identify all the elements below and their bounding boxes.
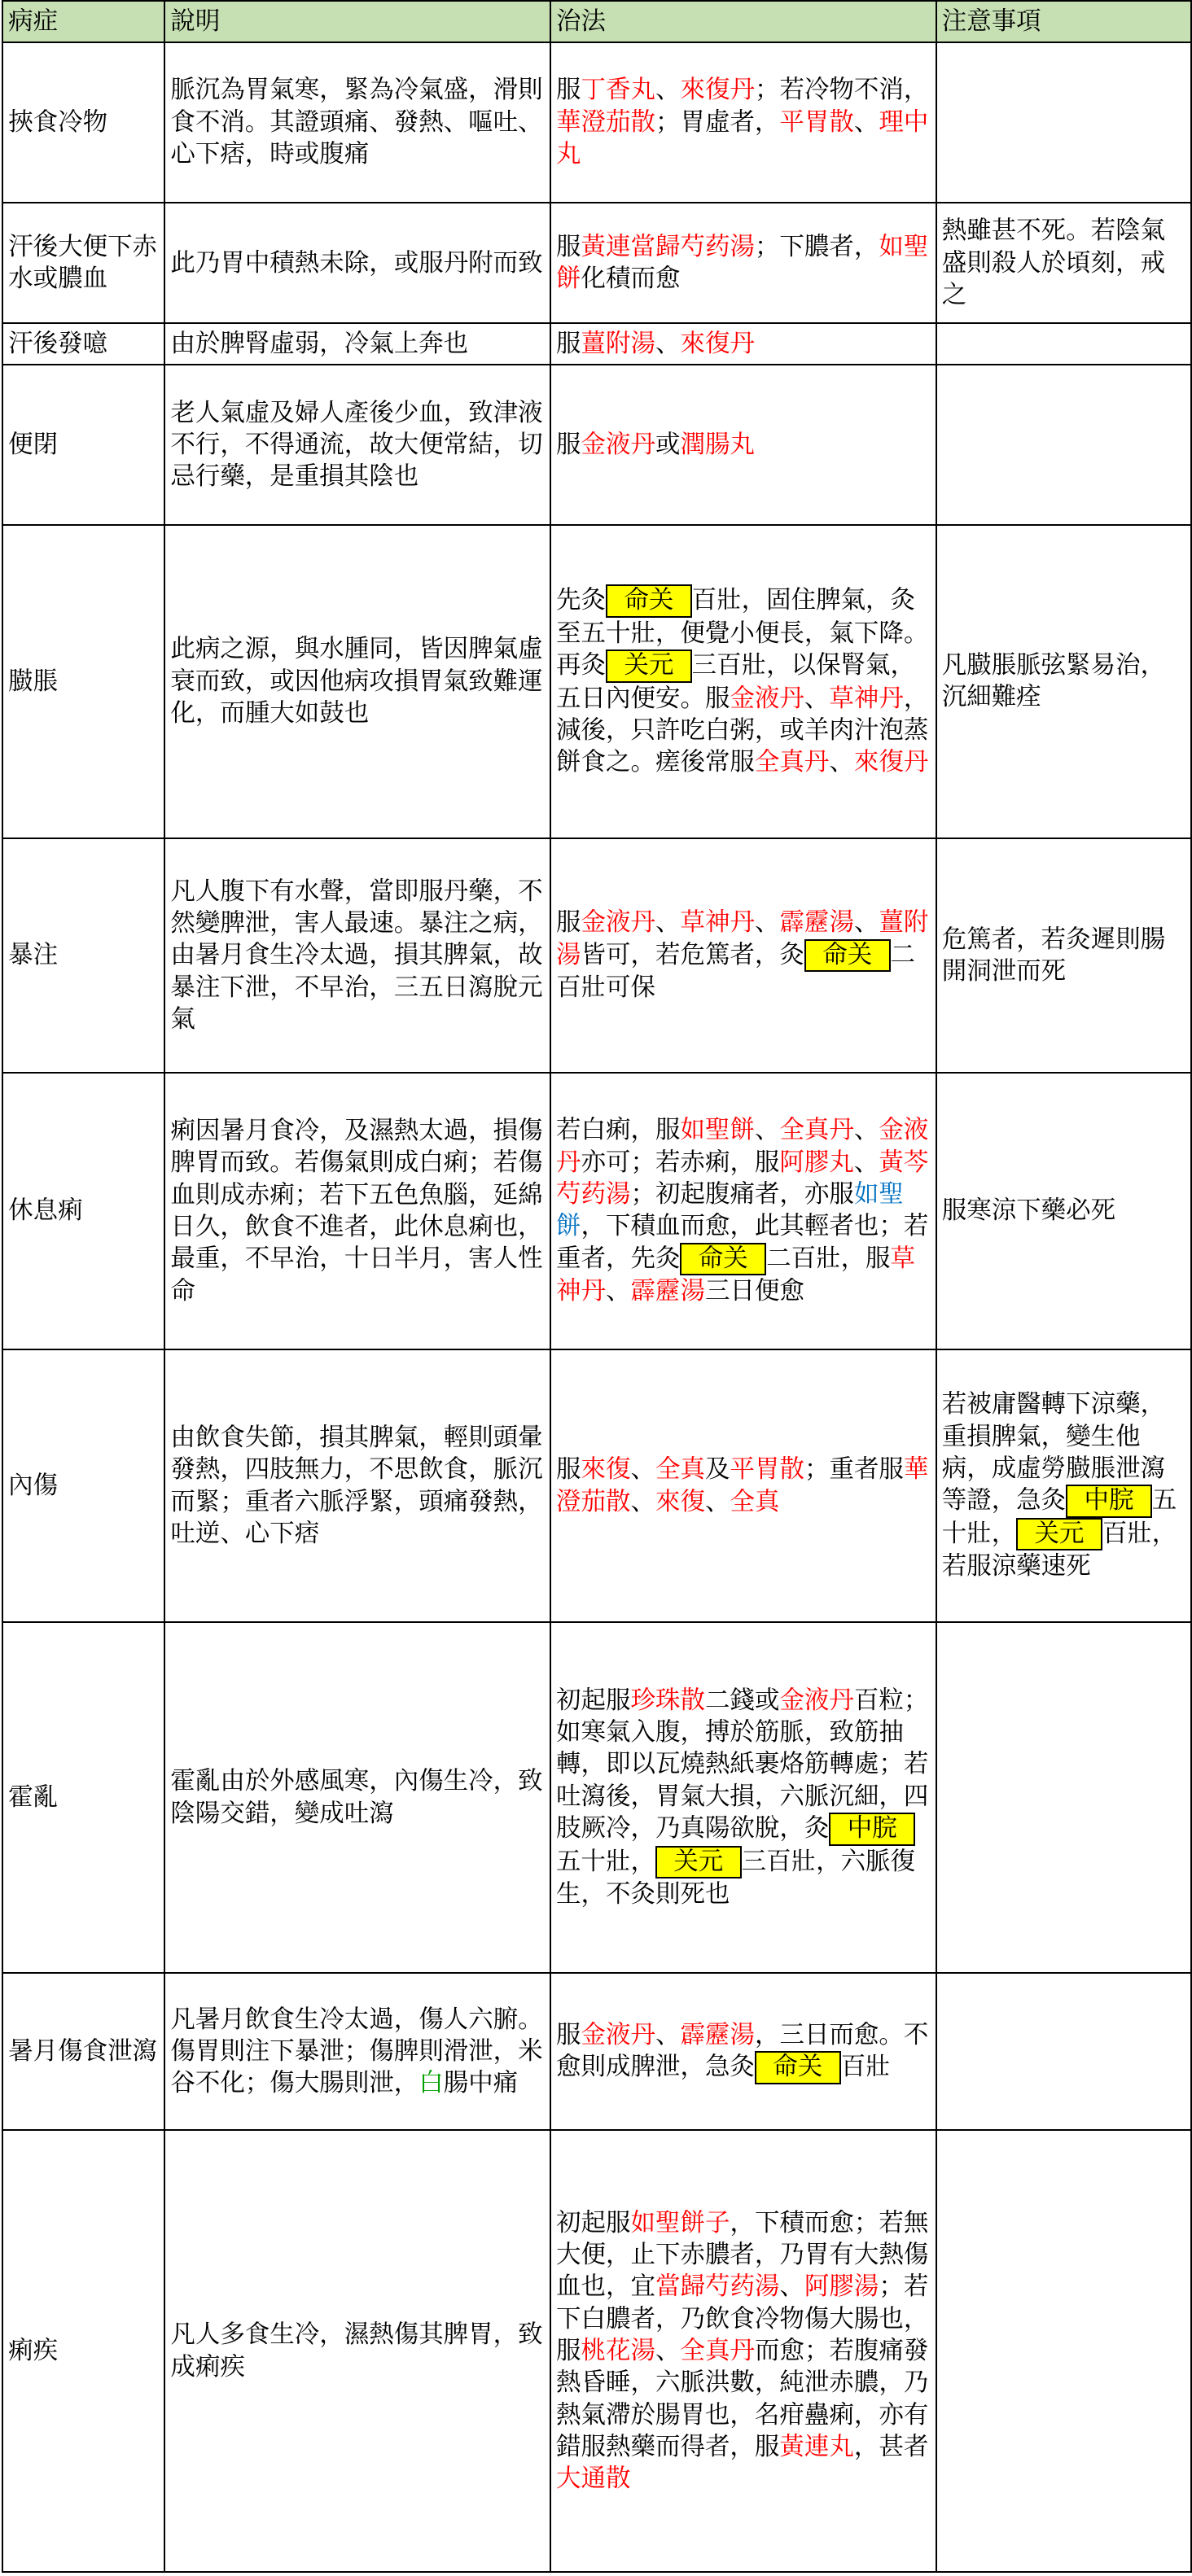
disease-cell: 霍亂 [2, 1622, 164, 1973]
text-segment: 、 [779, 2272, 804, 2302]
text-segment: 服 [556, 330, 581, 359]
remedy-name: 丁香丸 [581, 76, 655, 105]
remedy-name: 金液丹 [556, 1116, 929, 1177]
remedy-name: 全真 [655, 1455, 705, 1485]
text-segment: 三日便愈 [704, 1277, 804, 1306]
remedy-name: 金液丹 [581, 908, 655, 938]
text-segment: 二百壯，服 [766, 1244, 891, 1273]
remedy-name: 金液丹 [779, 1686, 854, 1715]
text-segment: 或 [655, 431, 681, 460]
table-row [2, 1973, 1191, 2130]
text-segment: 、 [655, 908, 681, 938]
text-segment: 初起服 [556, 2208, 631, 2237]
remedy-name: 華澄茄散 [556, 107, 655, 137]
text-segment: 凡暑月飲食生冷太過，傷人六腑。傷胃則注下暴泄；傷脾則滑泄，米谷不化；傷大腸則泄， [170, 2005, 543, 2098]
notes-cell [936, 365, 1191, 525]
remedy-name: 如聖餅子 [630, 2208, 730, 2237]
remedy-name: 黃連當歸芍药湯 [581, 232, 755, 261]
treatment-cell [550, 525, 936, 838]
remedy-name: 金液丹 [581, 431, 655, 460]
text-segment: 二百壯可保 [556, 940, 916, 1003]
table-row [2, 365, 1191, 525]
table-row [2, 2130, 1191, 2572]
text-segment: 及 [705, 1455, 730, 1485]
text-segment: 百粒；如寒氣入腹，搏於筋脈，致筋抽轉，即以瓦燒熱紙裹烙筋轉處；若吐瀉後，胃氣大損，六脈沉細，四肢厥冷，乃真陽欲脫，灸 [556, 1686, 929, 1843]
description-cell: 脈沉為胃氣寒，緊為冷氣盛，滑則食不消。其證頭痛、發熱、嘔吐、心下痞，時或腹痛 [164, 42, 550, 203]
table-row [2, 838, 1191, 1074]
remedy-name: 薑附湯 [581, 330, 655, 359]
notes-cell [936, 1622, 1191, 1973]
text-segment: ，減後，只許吃白粥，或羊肉汁泡蒸餅食之。瘥後常服 [556, 684, 929, 777]
disease-cell: 休息痢 [2, 1073, 164, 1349]
text-segment: 、 [853, 1116, 879, 1145]
text-segment: 、 [754, 1116, 780, 1145]
treatment-cell [550, 2130, 936, 2572]
text-segment: 、 [606, 1277, 631, 1306]
remedy-name: 來復丹 [680, 330, 755, 359]
remedy-name: 全真 [730, 1487, 780, 1516]
table-row [2, 525, 1191, 838]
text-segment: ，下積血而愈，此其輕者也；若重者，先灸 [556, 1212, 929, 1273]
header-disease: 病症 [2, 1, 164, 42]
text-segment: 服 [556, 431, 581, 460]
remedy-name: 來復丹 [680, 76, 755, 105]
treatment-cell [550, 838, 936, 1074]
table-row [2, 1349, 1191, 1622]
disease-cell: 汗後發噫 [2, 323, 164, 365]
text-segment: ；初起腹痛者，亦服 [630, 1180, 854, 1209]
disease-cell: 汗後大便下赤水或膿血 [2, 203, 164, 323]
description-cell: 由於脾腎虛弱，冷氣上奔也 [164, 323, 550, 365]
remedy-name: 霹靂湯 [630, 1277, 705, 1306]
acupoint-badge: 中脘 [829, 1813, 915, 1846]
description-cell: 此乃胃中積熱未除，或服丹附而致 [164, 203, 550, 323]
treatment-cell [550, 203, 936, 323]
remedy-name: 阿膠湯 [804, 2272, 879, 2302]
remedy-name: 草神丹 [680, 908, 755, 938]
table-row [2, 323, 1191, 365]
remedy-name: 來復 [655, 1487, 705, 1516]
remedy-name: 霹靂湯 [779, 908, 854, 938]
acupoint-badge: 关元 [1016, 1518, 1102, 1551]
text-segment: 亦可；若赤痢，服 [581, 1148, 780, 1177]
text-segment: 二錢或 [704, 1686, 780, 1715]
remedy-name: 平胃散 [730, 1455, 804, 1485]
notes-cell [936, 323, 1191, 365]
remedy-name: 來復丹 [853, 748, 929, 777]
text-segment: 、 [630, 1487, 655, 1516]
text-segment: 先灸 [556, 586, 607, 615]
text-segment: ，三日而愈。不愈則成脾泄，急灸 [556, 2020, 929, 2082]
notes-cell: 凡臌脹脈弦緊易治，沉細難痊 [936, 525, 1191, 838]
acupoint-badge: 命关 [606, 584, 692, 618]
text-segment: 百壯，若服涼藥速死 [941, 1519, 1177, 1581]
disease-cell: 臌脹 [2, 525, 164, 838]
remedy-name: 大通散 [556, 2464, 631, 2494]
disease-cell: 暑月傷食泄瀉 [2, 1973, 164, 2130]
acupoint-badge: 命关 [755, 2051, 841, 2084]
disease-cell: 暴注 [2, 838, 164, 1074]
treatment-cell [550, 1973, 936, 2130]
remedy-name: 薑附湯 [556, 908, 929, 969]
highlighted-char: 白 [419, 2069, 444, 2098]
text-segment: 、 [630, 1455, 656, 1485]
header-row [2, 1, 1191, 42]
text-segment: 、 [655, 2020, 681, 2049]
header-treatment: 治法 [550, 1, 936, 42]
text-segment: 、 [655, 76, 681, 105]
remedy-name: 全真丹 [779, 1116, 854, 1145]
acupoint-badge: 命关 [680, 1243, 766, 1276]
remedy-name: 霹靂湯 [680, 2020, 755, 2049]
text-segment: 而愈；若腹痛發熱昏睡，六脈洪數，純泄赤膿，乃熱氣滯於腸胃也，名疳蠱痢，亦有錯服熱藥而得者，服 [556, 2337, 929, 2462]
description-cell: 霍亂由於外感風寒，內傷生冷，致陰陽交錯，變成吐瀉 [164, 1622, 550, 1973]
disease-cell: 挾食冷物 [2, 42, 164, 203]
notes-cell [936, 1349, 1191, 1622]
text-segment: 百壯 [840, 2053, 891, 2082]
remedy-name: 草神丹 [829, 684, 904, 713]
table-row [2, 42, 1191, 203]
text-segment: 初起服 [556, 1686, 631, 1715]
notes-cell: 危篤者，若灸遲則腸開洞泄而死 [936, 838, 1191, 1074]
remedy-name: 當歸芍药湯 [655, 2272, 780, 2302]
text-segment: 、 [853, 1148, 879, 1177]
remedy-name: 平胃散 [779, 107, 854, 137]
remedy-name: 金液丹 [730, 684, 804, 713]
description-cell: 由飲食失節，損其脾氣，輕則頭暈發熱，四肢無力，不思飲食，脈沉而緊；重者六脈浮緊，頭痛發熱，吐逆、心下痞 [164, 1349, 550, 1622]
table-row [2, 203, 1191, 323]
text-segment: 、 [853, 908, 879, 938]
text-segment: 、 [853, 107, 879, 137]
remedy-name-blue: 如聖餅 [556, 1180, 904, 1241]
text-segment: 三百壯，六脈復生，不灸則死也 [556, 1847, 916, 1909]
disease-cell: 便閉 [2, 365, 164, 525]
text-segment: ；下膿者， [754, 232, 879, 261]
description-cell: 老人氣虛及婦人產後少血，致津液不行，不得通流，故大便常結，切忌行藥，是重損其陰也 [164, 365, 550, 525]
disease-table [2, 0, 1192, 2573]
remedy-name: 潤腸丸 [680, 431, 755, 460]
remedy-name: 如聖餅 [680, 1116, 755, 1145]
text-segment: 若白痢，服 [556, 1116, 681, 1145]
treatment-cell [550, 1349, 936, 1622]
text-segment: 服 [556, 76, 581, 105]
notes-cell: 服寒涼下藥必死 [936, 1073, 1191, 1349]
remedy-name: 阿膠丸 [779, 1148, 854, 1177]
treatment-cell [550, 42, 936, 203]
treatment-cell [550, 365, 936, 525]
acupoint-badge: 关元 [655, 1846, 742, 1879]
description-cell: 此病之源，與水腫同，皆因脾氣虛衰而致，或因他病攻損胃氣致難運化，而腫大如鼓也 [164, 525, 550, 838]
treatment-cell [550, 323, 936, 365]
text-segment: 五十壯， [941, 1486, 1177, 1548]
description-cell [164, 1973, 550, 2130]
description-cell: 凡人多食生冷，濕熱傷其脾胃，致成痢疾 [164, 2130, 550, 2572]
acupoint-badge: 命关 [804, 939, 891, 973]
table-row [2, 1622, 1191, 1973]
table-row [2, 1073, 1191, 1349]
text-segment: ；若下白膿者，乃飲食冷物傷大腸也，服 [556, 2272, 929, 2366]
text-segment: 服 [556, 908, 581, 938]
description-cell: 痢因暑月食冷，及濕熱太過，損傷脾胃而致。若傷氣則成白痢；若傷血則成赤痢；若下五色魚腦，延綿日久，飲食不進者，此休息痢也，最重，不早治，十日半月，害人性命 [164, 1073, 550, 1349]
treatment-cell [550, 1073, 936, 1349]
acupoint-badge: 中脘 [1066, 1485, 1152, 1518]
disease-cell: 內傷 [2, 1349, 164, 1622]
notes-cell [936, 2130, 1191, 2572]
remedy-name: 如聖餅 [556, 232, 929, 294]
text-segment: 三百壯，以保腎氣，五日內便安。服 [556, 651, 916, 713]
remedy-name: 金液丹 [581, 2020, 655, 2049]
text-segment: 服 [556, 1455, 581, 1485]
text-segment: 百壯，固住脾氣，灸至五十壯，便覺小便長，氣下降。再灸 [556, 586, 929, 680]
header-description: 說明 [164, 1, 550, 42]
notes-cell [936, 42, 1191, 203]
acupoint-badge: 关元 [606, 649, 692, 683]
text-segment: 化積而愈 [581, 265, 681, 294]
text-segment: 、 [655, 330, 681, 359]
disease-cell: 痢疾 [2, 2130, 164, 2572]
notes-cell: 熱雖甚不死。若陰氣盛則殺人於頃刻，戒之 [936, 203, 1191, 323]
remedy-name: 全真丹 [680, 2337, 755, 2366]
text-segment: 、 [804, 684, 830, 713]
remedy-name: 來復 [581, 1455, 631, 1485]
text-segment: ，下積而愈；若無大便，止下赤膿者，乃胃有大熱傷血也，宜 [556, 2208, 929, 2302]
text-segment: 、 [655, 2337, 681, 2366]
text-segment: 服 [556, 232, 581, 261]
text-segment: 、 [754, 908, 780, 938]
text-segment: ；胃虛者， [655, 107, 780, 137]
text-segment: ；重者服 [804, 1455, 904, 1485]
text-segment: ；若冷物不消， [754, 76, 929, 105]
text-segment: 皆可，若危篤者，灸 [581, 940, 804, 969]
treatment-cell [550, 1622, 936, 1973]
remedy-name: 理中丸 [556, 107, 929, 169]
header-notes: 注意事項 [936, 1, 1191, 42]
remedy-name: 草神丹 [556, 1244, 916, 1306]
text-segment: 、 [704, 1487, 730, 1516]
remedy-name: 珍珠散 [630, 1686, 705, 1715]
table-body [2, 42, 1191, 2572]
text-segment: 若被庸醫轉下涼藥，重損脾氣，變生他病，成虛勞臌脹泄瀉等證，急灸 [941, 1390, 1166, 1515]
remedy-name: 桃花湯 [581, 2337, 655, 2366]
remedy-name: 黃芩芍药湯 [556, 1148, 929, 1209]
description-cell: 凡人腹下有水聲，當即服丹藥，不然變脾泄，害人最速。暴注之病，由暑月食生冷太過，損其脾氣，故暴注下泄，不早治，三五日瀉脫元氣 [164, 838, 550, 1074]
remedy-name: 華澄茄散 [556, 1455, 929, 1516]
text-segment: 、 [829, 748, 854, 777]
text-segment: ，甚者 [853, 2433, 929, 2462]
notes-cell [936, 1973, 1191, 2130]
text-segment: 服 [556, 2020, 581, 2049]
text-segment: 五十壯， [556, 1847, 655, 1876]
remedy-name: 全真丹 [754, 748, 830, 777]
remedy-name: 黃連丸 [779, 2433, 854, 2462]
text-segment: 腸中痛 [443, 2069, 519, 2098]
